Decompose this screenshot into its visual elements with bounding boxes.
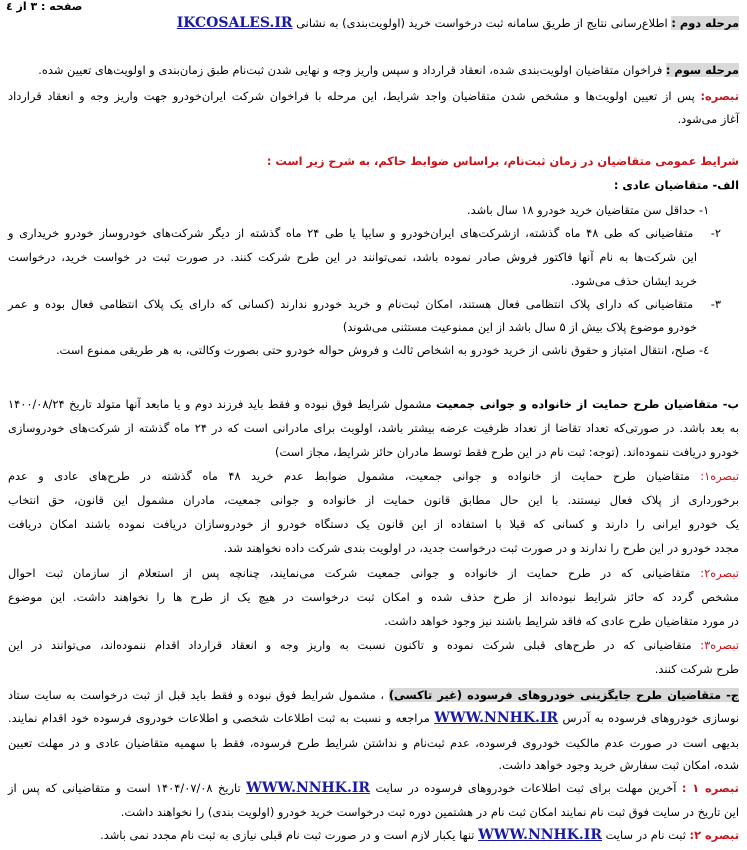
item-1 bbox=[8, 201, 721, 220]
stage3-note-text: پس از تعیین اولویت‌ها و مشخص شدن متقاضیان واجد شرایط، این مرحله با فراخوان شرکت ایران‌خودرو جهت واریز وجه و انعقاد قرارداد bbox=[8, 89, 695, 103]
stage3-note-line1 bbox=[8, 87, 739, 106]
stage3-note-line2: آغاز می‌شود. bbox=[677, 112, 739, 126]
stage2-label: مرحله دوم : bbox=[671, 16, 739, 30]
family-note2-line2: مشخص گردد که حائز شرایط نبوده‌اند از طرح حذف شده و امکان ثبت درخواست در هیچ یک از طرح ها را نخواهند داشت. این موضوع bbox=[8, 590, 739, 604]
replacement-note2-text-b: تنها یکبار لازم است و در صورت ثبت نام قبلی نیازی به ثبت نام مجدد نمی باشد. bbox=[100, 828, 475, 842]
family-note2-label: تبصره۲: bbox=[700, 566, 739, 580]
item-3-text1: متقاضیانی که دارای پلاک انتظامی فعال هستند، امکان ثبت‌نام و خرید خودرو ندارند (کسانی که دارای یک پلاک انتظامی فعال بوده و عمر bbox=[8, 297, 694, 311]
family-note3-text1: متقاضیانی که در طرح‌های قبلی شرکت نموده و تاکنون نسبت به واریز وجه و انعقاد قرارداد اقدام ننموده‌اند، می‌توانند در این bbox=[8, 638, 692, 652]
item-2-line2: این شرکت‌ها به نام آنها فاکتور فروش صادر نموده باشد، نمی‌توانند در این طرح شرکت کنند. در صورت ثبت در خواست خرید، درخواست bbox=[8, 250, 697, 264]
replacement-note2-label: تبصره ۲: bbox=[689, 828, 739, 842]
family-note1-text1: متقاضیان طرح حمایت از خانواده و جوانی جمعیت، مشمول ضوابط عدم خرید ۴۸ ماه گذشته در طرح‌های عادی و عدم bbox=[8, 469, 690, 483]
regular-applicants-title: الف- متقاضیان عادی : bbox=[613, 178, 739, 192]
replacement-note2-text-a: ثبت نام در سایت bbox=[605, 828, 686, 842]
stage2-text: اطلاع‌رسانی نتایج از طریق سامانه ثبت درخواست خرید (اولویت‌بندی) به نشانی bbox=[296, 16, 668, 30]
nnhk-link-1[interactable]: WWW.NNHK.IR bbox=[434, 710, 559, 726]
family-note2-line3: در مورد متقاضیان طرح عادی که فاقد شرایط باشند نیز وجود خواهد داشت. bbox=[384, 614, 739, 628]
ikcosales-link[interactable]: IKCOSALES.IR bbox=[176, 15, 293, 31]
replacement-note1-text-a: آخرین مهلت برای ثبت اطلاعات خودروهای فرسوده در سایت bbox=[375, 781, 677, 795]
family-note1-line2: برخورداری از پلاک فعال نیستند. با این حال مطابق قانون حمایت از خانواده و جوانی جمعیت، مادران مشمول این قانون، حق انتخاب bbox=[8, 493, 739, 507]
family-note1-line4: مجدد خودرو در این طرح را ندارند و در صورت ثبت درخواست جدید، در اولویت بندی شرکت داده نخواهند شد. bbox=[223, 541, 739, 555]
family-line1 bbox=[8, 395, 739, 414]
replacement-title: ج- متقاضیان طرح جایگزینی خودروهای فرسوده (غیر تاکسی) bbox=[388, 688, 740, 702]
general-heading: شرایط عمومی متقاضیان در زمان ثبت‌نام، براساس ضوابط حاکم، به شرح زیر است : bbox=[266, 154, 739, 168]
item-3-line1 bbox=[8, 295, 721, 314]
nnhk-link-2[interactable]: WWW.NNHK.IR bbox=[246, 780, 371, 796]
item-1-text: حداقل سن متقاضیان خرید خودرو ۱۸ سال باشد. bbox=[467, 203, 696, 217]
replacement-note1-line1 bbox=[8, 779, 739, 798]
item-2-line1 bbox=[8, 224, 721, 243]
stage3-note-label: تبصره: bbox=[700, 89, 739, 103]
family-line2: به بعد باشد. در صورتی‌که تعداد تقاضا از تعداد ظرفیت عرضه بیشتر باشد، اولویت برای مادرانی است که در ۲۴ ماه گذشته از شرکت‌های خودروسازی bbox=[8, 421, 739, 435]
replacement-text1: ، مشمول شرایط فوق نبوده و فقط باید قبل از ثبت درخواست به سایت ستاد bbox=[8, 688, 385, 702]
replacement-line4: شده، امکان ثبت سفارش خرید وجود خواهد داشت. bbox=[498, 758, 739, 772]
family-note3-label: تبصره۳: bbox=[700, 638, 739, 652]
page-number: صفحه : ۳ از ٤ bbox=[6, 0, 83, 13]
replacement-note1-line2: این تاریخ در سایت فوق ثبت نام نمایند امکان ثبت نام در هشتمین دوره ثبت درخواست خرید خودرو (اولویت بندی) را نخواهند داشت. bbox=[120, 805, 739, 819]
family-note3-line2: طرح شرکت کنند. bbox=[654, 662, 739, 676]
replacement-text2b: مراجعه و نسبت به ثبت اطلاعات شخصی و اطلاعات خودروی فرسوده خود اقدام نمایند. bbox=[8, 711, 430, 725]
family-note1-line1 bbox=[8, 467, 739, 486]
stage2-line bbox=[8, 14, 739, 33]
replacement-note1-text-b: تاریخ ۱۴۰۴/۰۷/۰۸ است و متقاضیانی که پس از bbox=[8, 781, 241, 795]
family-note1-label: تبصره۱: bbox=[700, 469, 739, 483]
family-note2-text1: متقاضیانی که در طرح حمایت از خانواده و جوانی جمعیت شرکت می‌نمایند، چنانچه پس از استعلام از سازمان ثبت احوال bbox=[8, 566, 691, 580]
family-line3: خودرو دریافت ننموده‌اند. (توجه: ثبت نام در این طرح فقط توسط مادران حائز شرایط، مجاز است) bbox=[275, 445, 739, 459]
item-4 bbox=[8, 341, 721, 360]
item-3-number: ۳- bbox=[710, 297, 722, 311]
family-note3-line1 bbox=[8, 636, 739, 655]
stage3-label: مرحله سوم : bbox=[665, 63, 739, 77]
replacement-line1 bbox=[8, 686, 739, 705]
stage3-text: فراخوان متقاضیان اولویت‌بندی شده، انعقاد قرارداد و سپس واریز وجه و نهایی شدن ثبت‌نام طبق زمان‌بندی و اولویت‌های تعیین شده. bbox=[38, 63, 663, 77]
replacement-line3: بدیهی است در صورت عدم مالکیت خودروی فرسوده، عدم ثبت‌نام و نداشتن شرایط طرح فرسوده، فقط با سهمیه متقاضیان عادی و در مهلت تعیین bbox=[8, 736, 739, 750]
item-1-number: ۱- bbox=[699, 203, 710, 217]
family-note2-line1 bbox=[8, 564, 739, 583]
replacement-line2 bbox=[8, 709, 739, 728]
stage3-line bbox=[8, 61, 739, 80]
family-title: ب- متقاضیان طرح حمایت از خانواده و جوانی جمعیت bbox=[436, 397, 739, 411]
replacement-note2-line bbox=[8, 826, 739, 845]
nnhk-link-3[interactable]: WWW.NNHK.IR bbox=[478, 827, 602, 843]
item-2-text1: متقاضیانی که طی ۴۸ ماه گذشته، ازشرکت‌های ایران‌خودرو و سایپا یا طی ۲۴ ماه گذشته از دیگر شرکت‌های خودروساز خودرو خریداری و bbox=[8, 226, 694, 240]
replacement-text2a: نوسازی خودروهای فرسوده به آدرس bbox=[562, 711, 740, 725]
family-text1: مشمول شرایط فوق نبوده و فقط باید فرزند دوم و یا مابعد آنها متولد تاریخ ۱۴۰۰/۰۸/۲۴ bbox=[8, 397, 432, 411]
item-4-number: ٤- bbox=[699, 343, 710, 357]
item-2-line3: خرید ایشان حذف می‌شود. bbox=[570, 274, 697, 288]
family-note1-line3: یک خودرو ایرانی را دارند و کسانی که قبلا با استفاده از این قانون یک دستگاه خودرو از خودروسازان دریافت نموده باشند امکان دریافت bbox=[8, 517, 739, 531]
item-3-line2: خودرو موضوع پلاک بیش از ۵ سال باشد از این ممنوعیت مستثنی می‌شوند) bbox=[342, 320, 697, 334]
replacement-note1-label: تبصره ۱ : bbox=[681, 781, 739, 795]
item-2-number: ۲- bbox=[710, 226, 722, 240]
item-4-text: صلح، انتقال امتیاز و حقوق ناشی از خرید خودرو به اشخاص ثالث و فروش حواله خودرو حتی بصورت وکالتی، به هر طریقی ممنوع است. bbox=[55, 343, 696, 357]
